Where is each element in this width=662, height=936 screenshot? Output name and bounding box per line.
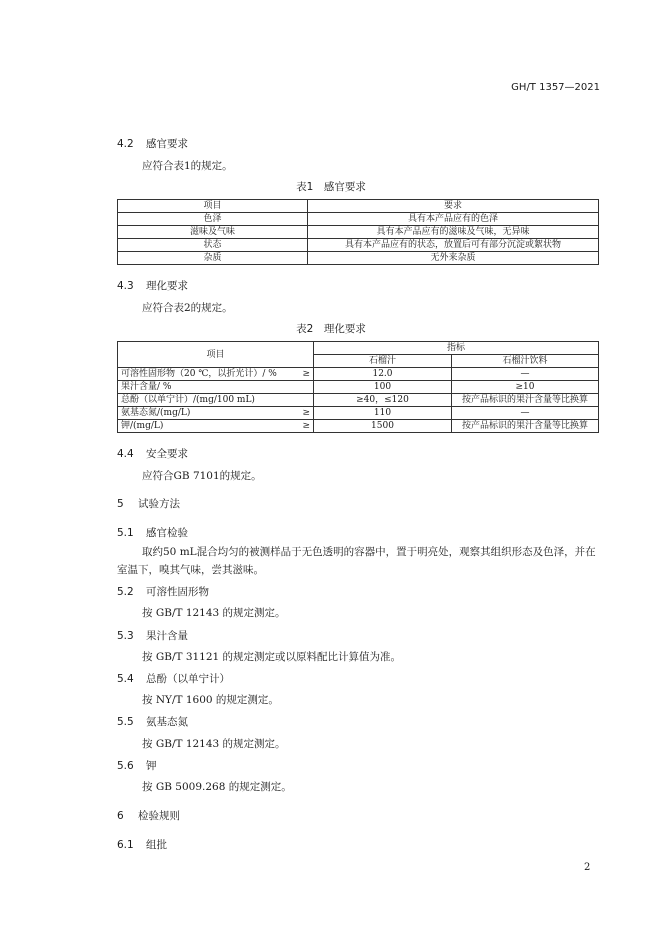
section-title: 钾 [146,760,157,772]
section-title: 组批 [146,839,167,851]
row-label: 总酚（以单宁计）/(mg/100 mL) [121,395,255,405]
table-row [118,407,599,420]
table-row [118,226,599,239]
section-number: 4.4 [117,448,134,460]
table-cell: 按产品标识的果汁含量等比换算 [452,394,599,407]
table-row [118,213,599,226]
table-cell: 杂质 [118,252,308,265]
comparison-symbol: ≥ [302,421,310,431]
section-4-3-text: 应符合表2的规定。 [142,302,233,314]
section-5-3-text: 按 GB/T 31121 的规定测定或以原料配比计算值为准。 [142,651,402,663]
table-cell [118,420,314,433]
section-title: 果汁含量 [146,630,188,642]
table-cell: 100 [314,381,452,394]
table-header-cell: 石榴汁饮料 [452,355,599,368]
table-cell: — [452,407,599,420]
table-cell [118,407,314,420]
section-4-4-text: 应符合GB 7101的规定。 [142,470,262,482]
section-number: 6 [117,810,124,822]
table-sensory-requirements [117,199,599,265]
section-title: 安全要求 [146,448,188,460]
table-cell: 具有本产品应有的状态，放置后可有部分沉淀或絮状物 [308,239,599,252]
table-cell [118,394,314,407]
table-row [118,394,599,407]
table-cell: 12.0 [314,368,452,381]
standard-number: GH/T 1357—2021 [511,82,600,93]
table-cell: 按产品标识的果汁含量等比换算 [452,420,599,433]
section-5-3-heading [117,628,188,643]
table-cell: ≥40，≤120 [314,394,452,407]
section-5-2-text: 按 GB/T 12143 的规定测定。 [142,607,286,619]
section-5-heading [117,496,180,511]
table1-caption: 表1 感官要求 [296,181,366,193]
section-4-4-heading [117,446,188,461]
table-header-cell: 要求 [308,200,599,213]
section-4-3-heading [117,278,188,293]
table-cell [118,368,314,381]
section-title: 感官检验 [146,527,188,539]
section-5-6-text: 按 GB 5009.268 的规定测定。 [142,781,292,793]
section-6-heading [117,808,180,823]
table-cell: 状态 [118,239,308,252]
section-title: 总酚（以单宁计） [146,673,230,685]
section-4-2-heading [117,136,188,151]
row-label: 钾/(mg/L) [121,421,164,431]
table-header-cell: 项目 [118,342,314,368]
comparison-symbol: ≥ [302,369,310,379]
row-label: 果汁含量/ % [121,382,172,392]
section-5-2-heading [117,584,209,599]
section-5-1-heading [117,525,188,540]
section-number: 5.2 [117,586,134,598]
section-number: 5.4 [117,673,134,685]
table-header-row [118,200,599,213]
table-row [118,381,599,394]
table-header-cell: 项目 [118,200,308,213]
table-header-row [118,342,599,355]
section-number: 4.2 [117,138,134,150]
section-5-5-text: 按 GB/T 12143 的规定测定。 [142,738,286,750]
table-row [118,368,599,381]
section-number: 6.1 [117,839,134,851]
section-title: 氨基态氮 [146,716,188,728]
section-5-4-text: 按 NY/T 1600 的规定测定。 [142,694,279,706]
table-cell: 具有本产品应有的滋味及气味，无异味 [308,226,599,239]
table-cell: ≥10 [452,381,599,394]
table-header-cell: 指标 [314,342,599,355]
section-title: 理化要求 [146,280,188,292]
section-number: 5.3 [117,630,134,642]
section-title: 试验方法 [138,498,180,510]
table-cell: 色泽 [118,213,308,226]
table-cell: 无外来杂质 [308,252,599,265]
section-title: 可溶性固形物 [146,586,209,598]
section-number: 5.1 [117,527,134,539]
section-number: 5.5 [117,716,134,728]
section-6-1-heading [117,837,167,852]
section-5-6-heading [117,758,157,773]
table-cell [118,381,314,394]
section-4-2-text: 应符合表1的规定。 [142,160,233,172]
section-title: 检验规则 [138,810,180,822]
page-number: 2 [584,862,591,873]
section-number: 5.6 [117,760,134,772]
comparison-symbol: ≥ [302,408,310,418]
table2-caption: 表2 理化要求 [296,323,366,335]
section-5-1-text: 取约50 mL混合均匀的被测样品于无色透明的容器中，置于明亮处，观察其组织形态及色泽，并在室温下，嗅其气味，尝其滋味。 [117,546,596,576]
table-row [118,239,599,252]
section-5-4-heading [117,671,230,686]
section-5-5-heading [117,714,188,729]
table-cell: 滋味及气味 [118,226,308,239]
table-cell: 具有本产品应有的色泽 [308,213,599,226]
table-cell: 110 [314,407,452,420]
table-row [118,420,599,433]
row-label: 可溶性固形物（20 ℃，以折光计）/ % [121,369,277,379]
table-row [118,252,599,265]
section-number: 4.3 [117,280,134,292]
table-cell: — [452,368,599,381]
table-cell: 1500 [314,420,452,433]
section-number: 5 [117,498,124,510]
table-physicochemical-requirements [117,341,599,433]
section-title: 感官要求 [146,138,188,150]
row-label: 氨基态氮/(mg/L) [121,408,191,418]
table-header-cell: 石榴汁 [314,355,452,368]
